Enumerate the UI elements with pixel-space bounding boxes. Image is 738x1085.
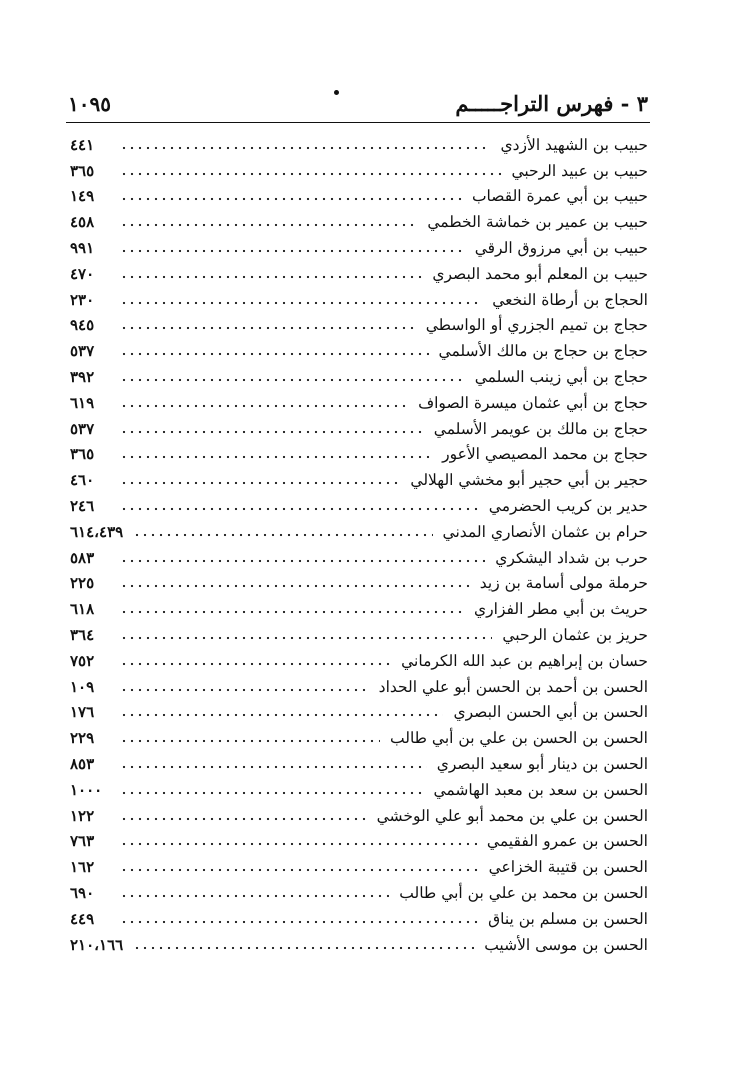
index-entry [70, 261, 648, 287]
entry-name: الحسن بن مسلم بن يناق [488, 909, 648, 928]
entry-page-numbers: ٤٧٠ [70, 264, 95, 283]
dot-leader [120, 636, 492, 640]
dot-leader [120, 842, 477, 846]
index-entry [70, 132, 648, 158]
index-entry [70, 158, 648, 184]
entry-page-numbers: ٤٤١ [70, 135, 95, 154]
entry-page-numbers: ٣٦٥ [70, 445, 95, 464]
entry-name: الحسن بن سعد بن معبد الهاشمي [433, 780, 648, 799]
entry-name: الحسن بن أبي الحسن البصري [453, 703, 648, 722]
dot-leader [120, 430, 424, 434]
entry-name: حبيب بن أبي عمرة القصاب [471, 187, 648, 206]
dot-leader [133, 946, 474, 950]
index-entry [70, 287, 648, 313]
page-header [68, 84, 648, 116]
index-entry [70, 571, 648, 597]
entry-page-numbers: ٦١٩ [70, 393, 95, 412]
entry-page-numbers: ٥٣٧ [70, 342, 95, 361]
index-entry [70, 777, 648, 803]
entry-name: حدير بن كريب الحضرمي [488, 497, 648, 516]
dot-leader [120, 610, 464, 614]
entry-page-numbers: ٩٩١ [70, 239, 95, 258]
entry-name: حبيب بن عمير بن خماشة الخطمي [427, 213, 648, 232]
entry-page-numbers: ١٠٩ [70, 677, 95, 696]
entry-page-numbers: ٩٤٥ [70, 316, 95, 335]
index-entry [70, 906, 648, 932]
entry-name: حريث بن أبي مطر الفزاري [474, 600, 648, 619]
entry-name: الحسن بن علي بن محمد أبو علي الوخشي [376, 806, 648, 825]
entry-page-numbers: ٤٥٨ [70, 213, 95, 232]
entry-page-numbers: ٣٦٤ [70, 626, 95, 645]
index-entry [70, 725, 648, 751]
index-entry [70, 519, 648, 545]
entry-name: الحسن بن دينار أبو سعيد البصري [436, 755, 648, 774]
index-entry [70, 932, 648, 958]
index-entry [70, 209, 648, 235]
entry-page-numbers: ٦٩٠ [70, 884, 95, 902]
entry-name: حرملة مولى أسامة بن زيد [479, 574, 648, 593]
dot-leader [120, 688, 369, 692]
dot-leader [120, 739, 380, 743]
entry-page-numbers: ٢٢٥ [70, 574, 95, 593]
entry-page-numbers: ٦١٤،٤٣٩ [70, 522, 124, 541]
dot-leader [120, 713, 443, 717]
dot-leader [120, 765, 427, 769]
entry-name: حرام بن عثمان الأنصاري المدني [442, 522, 648, 541]
dot-leader [120, 791, 424, 795]
entry-page-numbers: ١٠٠٠ [70, 780, 103, 799]
dot-leader [120, 662, 391, 666]
entry-page-numbers: ١٤٩ [70, 187, 95, 206]
dot-leader [120, 404, 408, 408]
index-entry [70, 648, 648, 674]
entry-name: الحسن بن محمد بن علي بن أبي طالب [399, 884, 648, 902]
index-entry [70, 442, 648, 468]
dot-leader [120, 481, 400, 485]
dot-leader [120, 378, 465, 382]
dot-leader [120, 868, 479, 872]
index-entry [70, 364, 648, 390]
index-entry [70, 390, 648, 416]
page-title: ٣ - فهرس التراجـــــم [455, 91, 648, 116]
header-rule [66, 122, 650, 123]
entry-name: الحسن بن موسى الأشيب [484, 935, 648, 954]
index-entry [70, 416, 648, 442]
dot-leader [120, 352, 429, 356]
index-entry [70, 338, 648, 364]
index-entry [70, 880, 648, 906]
dot-leader [120, 455, 432, 459]
entry-page-numbers: ١٦٢ [70, 858, 95, 877]
index-entry [70, 751, 648, 777]
entry-name: الحسن بن أحمد بن الحسن أبو علي الحداد [378, 677, 648, 696]
index-entry [70, 467, 648, 493]
entry-name: حجاج بن حجاج بن مالك الأسلمي [438, 342, 648, 361]
entry-page-numbers: ٢١٠،١٦٦ [70, 935, 124, 954]
entry-name: حجاج بن محمد المصيصي الأعور [442, 445, 648, 464]
index-entry [70, 803, 648, 829]
entry-page-numbers: ٦١٨ [70, 600, 95, 619]
index-entry [70, 493, 648, 519]
header-dot [334, 90, 339, 95]
entry-page-numbers: ٣٩٢ [70, 368, 95, 387]
entry-name: حرب بن شداد اليشكري [495, 548, 648, 567]
index-entry [70, 313, 648, 339]
dot-leader [120, 326, 416, 330]
dot-leader [120, 249, 465, 253]
entry-name: حجاج بن أبي زينب السلمي [474, 368, 648, 387]
dot-leader [120, 507, 479, 511]
entry-page-numbers: ٥٣٧ [70, 419, 95, 438]
dot-leader [120, 197, 462, 201]
index-entry [70, 854, 648, 880]
entry-page-numbers: ٨٥٣ [70, 755, 95, 774]
entry-name: حريز بن عثمان الرحبي [502, 626, 648, 645]
entry-name: حبيب بن الشهيد الأزدي [500, 135, 648, 154]
entry-page-numbers: ٣٦٥ [70, 161, 95, 180]
entry-name: حجاج بن مالك بن عويمر الأسلمي [433, 419, 648, 438]
dot-leader [120, 146, 490, 150]
dot-leader [120, 920, 478, 924]
entry-page-numbers: ٢٤٦ [70, 497, 95, 516]
entry-name: حجير بن أبي حجير أبو مخشي الهلالي [410, 471, 648, 490]
dot-leader [120, 894, 389, 898]
entry-name: حجاج بن أبي عثمان ميسرة الصواف [418, 393, 648, 412]
dot-leader [133, 533, 432, 537]
entry-page-numbers: ٧٥٢ [70, 651, 95, 670]
entry-page-numbers: ٢٣٠ [70, 290, 95, 309]
entry-name: الحسن بن الحسن بن علي بن أبي طالب [390, 729, 648, 748]
dot-leader [120, 172, 501, 176]
biography-index-list [70, 132, 648, 958]
entry-page-numbers: ٤٦٠ [70, 471, 95, 490]
entry-name: حبيب بن عبيد الرحبي [511, 161, 648, 180]
dot-leader [120, 275, 422, 279]
index-entry [70, 545, 648, 571]
entry-page-numbers: ٢٢٩ [70, 729, 95, 748]
index-entry [70, 674, 648, 700]
entry-page-numbers: ٤٤٩ [70, 909, 95, 928]
index-entry [70, 184, 648, 210]
dot-leader [120, 559, 485, 563]
entry-name: حبيب بن أبي مرزوق الرقي [474, 239, 648, 258]
entry-name: الحسن بن قتيبة الخزاعي [488, 858, 648, 877]
entry-name: حبيب بن المعلم أبو محمد البصري [432, 264, 648, 283]
index-entry [70, 700, 648, 726]
entry-page-numbers: ١٧٦ [70, 703, 95, 722]
entry-page-numbers: ١٢٢ [70, 806, 95, 825]
entry-page-numbers: ٧٦٣ [70, 832, 95, 851]
index-entry [70, 622, 648, 648]
dot-leader [120, 223, 417, 227]
index-entry [70, 596, 648, 622]
entry-name: الحسن بن عمرو الفقيمي [486, 832, 648, 851]
index-entry [70, 235, 648, 261]
entry-name: حسان بن إبراهيم بن عبد الله الكرماني [401, 651, 648, 670]
dot-leader [120, 301, 482, 305]
index-entry [70, 829, 648, 855]
dot-leader [120, 584, 470, 588]
entry-name: الحجاج بن أرطاة النخعي [492, 290, 648, 309]
entry-name: حجاج بن تميم الجزري أو الواسطي [425, 316, 648, 335]
entry-page-numbers: ٥٨٣ [70, 548, 95, 567]
page-number: ١٠٩٥ [68, 92, 111, 116]
dot-leader [120, 817, 367, 821]
